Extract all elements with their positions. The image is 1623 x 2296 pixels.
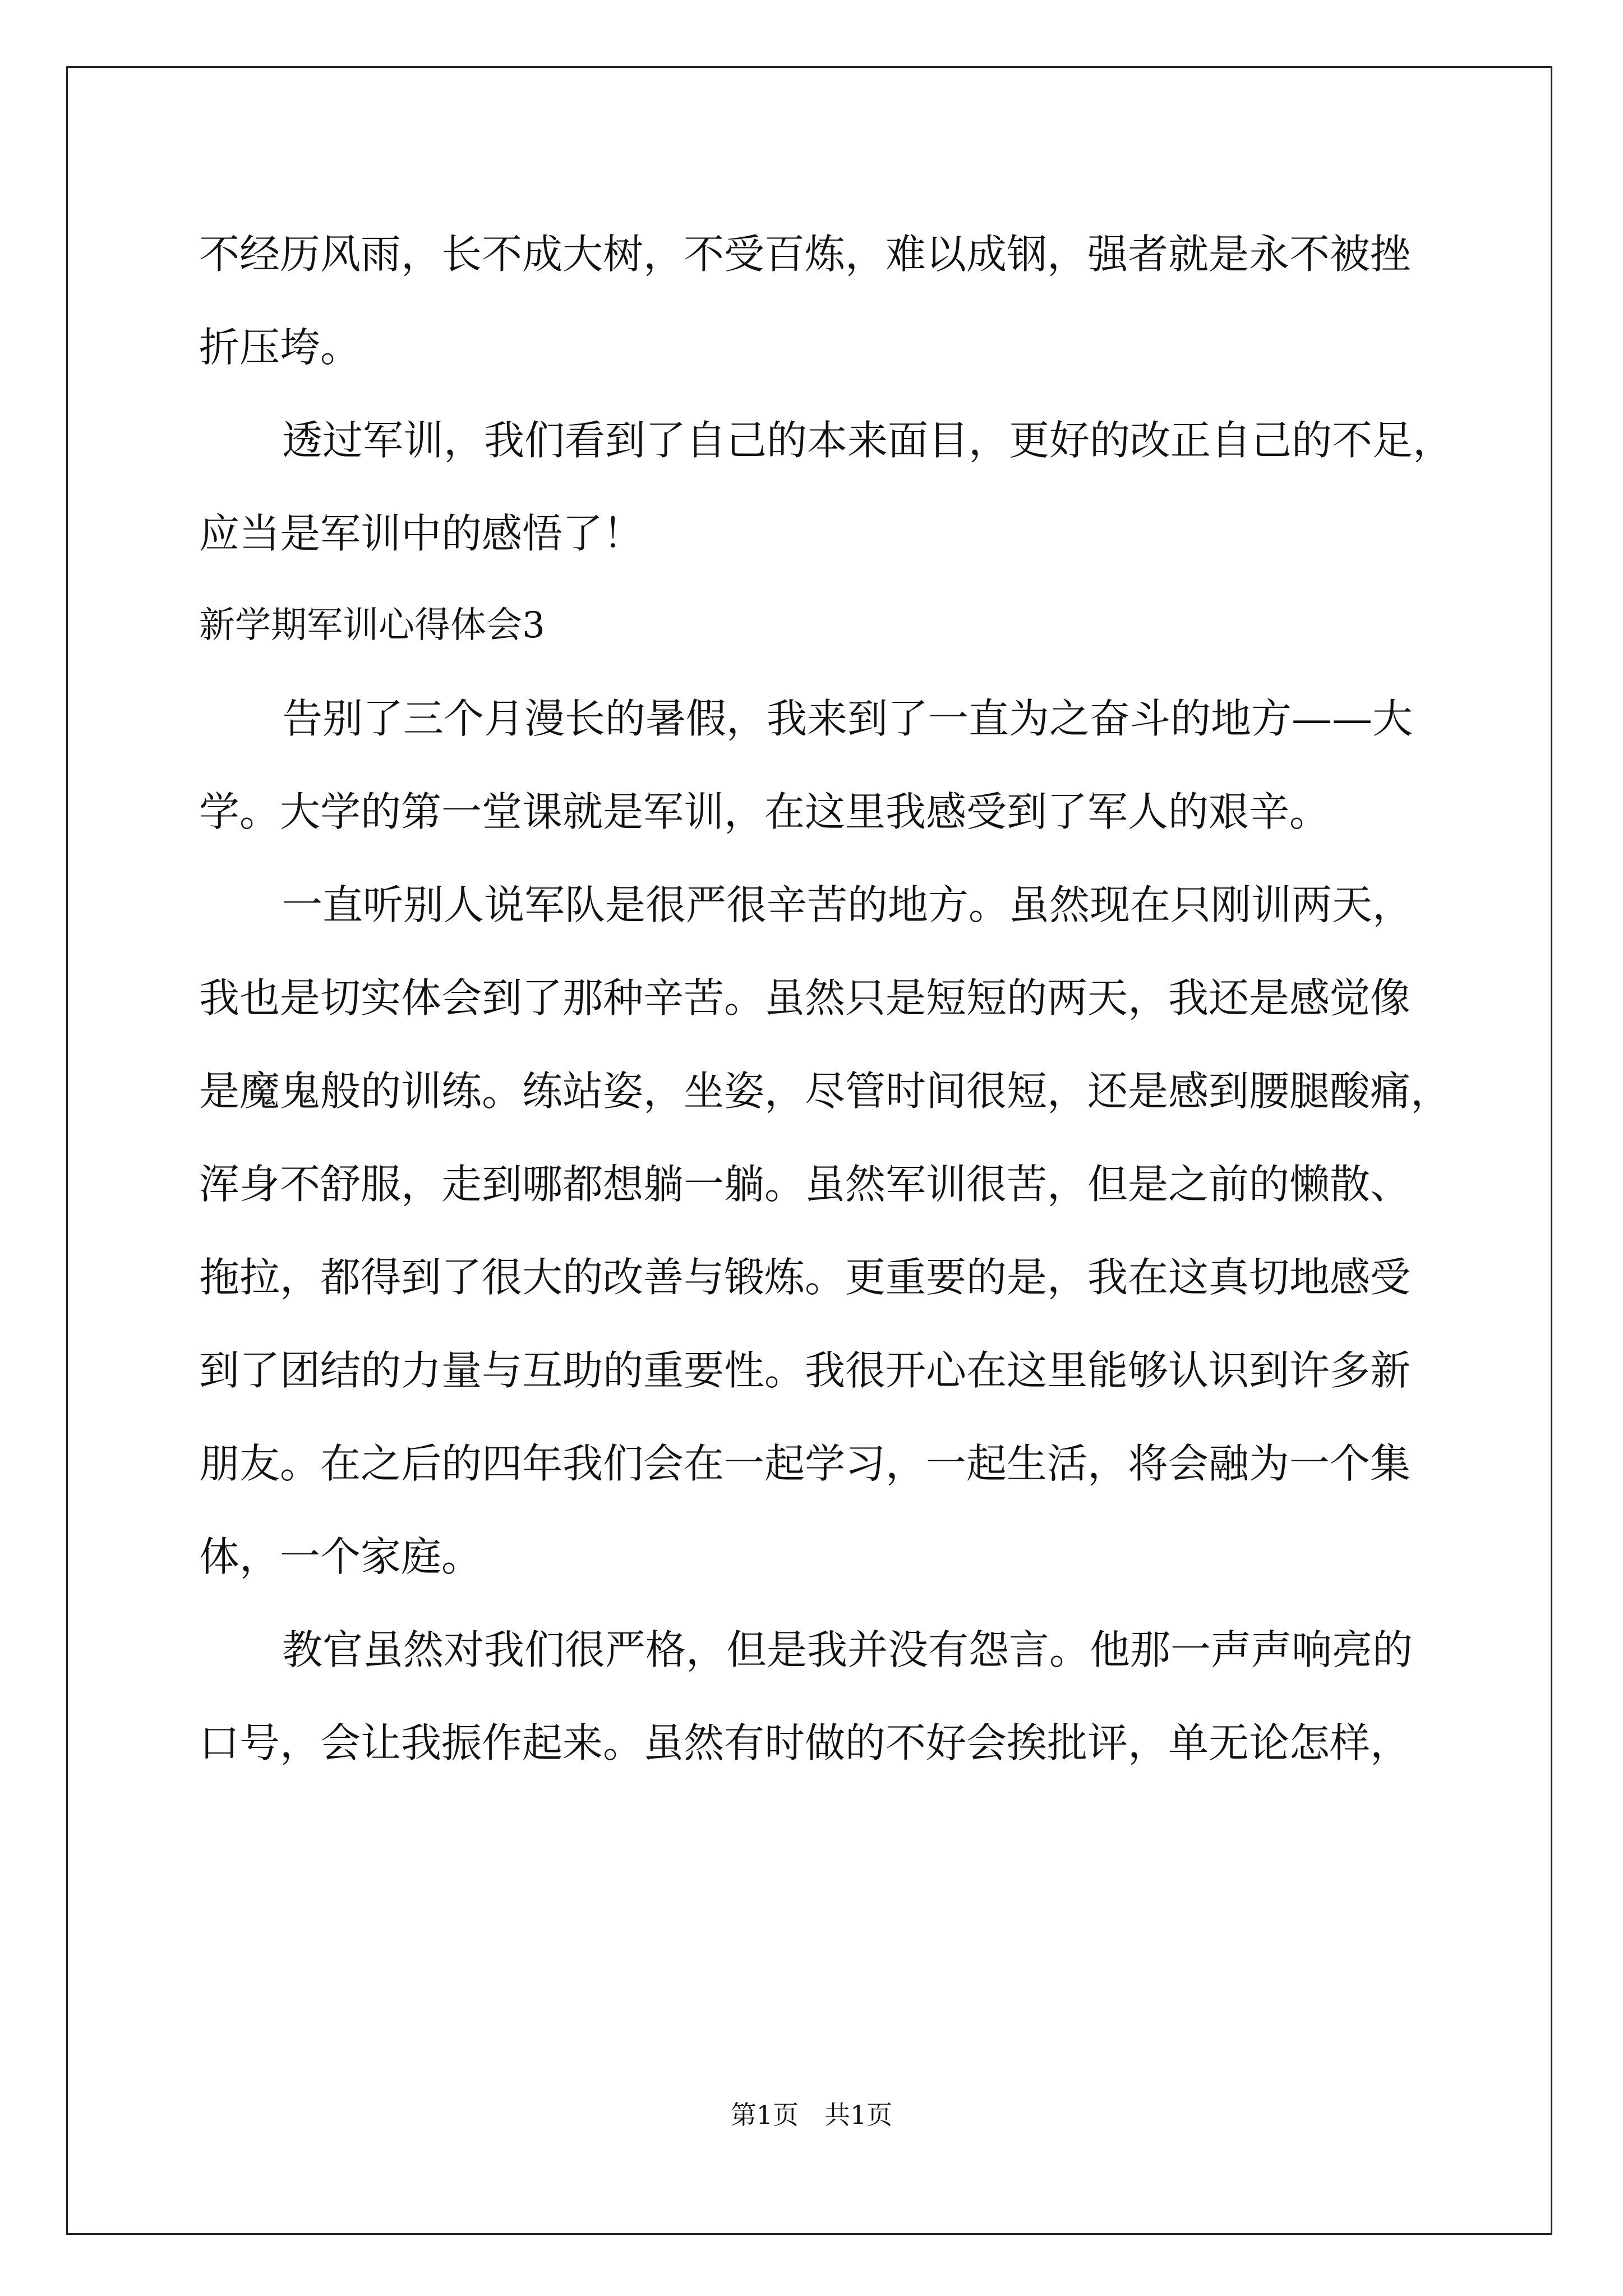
paragraph-line: 我也是切实体会到了那种辛苦。虽然只是短短的两天，我还是感觉像 <box>199 974 1411 1022</box>
paragraph-line: 透过军训，我们看到了自己的本来面目，更好的改正自己的不足， <box>282 417 1454 464</box>
paragraph-line: 到了团结的力量与互助的重要性。我很开心在这里能够认识到许多新 <box>199 1347 1411 1394</box>
paragraph-line: 体，一个家庭。 <box>199 1533 482 1580</box>
paragraph-line: 一直听别人说军队是很严很辛苦的地方。虽然现在只刚训两天， <box>282 881 1413 928</box>
page-border <box>66 66 1552 2235</box>
paragraph-line: 是魔鬼般的训练。练站姿，坐姿，尽管时间很短，还是感到腰腿酸痛， <box>199 1068 1451 1115</box>
paragraph-line: 浑身不舒服，走到哪都想躺一躺。虽然军训很苦，但是之前的懒散、 <box>199 1161 1411 1208</box>
paragraph-line: 口号，会让我振作起来。虽然有时做的不好会挨批评，单无论怎样， <box>199 1719 1411 1766</box>
paragraph-line: 折压垮。 <box>199 324 361 371</box>
page-footer: 第1页 共1页 <box>730 2100 893 2130</box>
paragraph-line: 教官虽然对我们很严格，但是我并没有怨言。他那一声声响亮的 <box>282 1626 1413 1673</box>
paragraph-line: 应当是军训中的感悟了！ <box>199 510 644 557</box>
paragraph-line: 学。大学的第一堂课就是军训，在这里我感受到了军人的艰辛。 <box>199 788 1330 835</box>
paragraph-line: 告别了三个月漫长的暑假，我来到了一直为之奋斗的地方——大 <box>282 695 1413 742</box>
section-heading: 新学期军训心得体会3 <box>199 605 545 646</box>
paragraph-line: 朋友。在之后的四年我们会在一起学习，一起生活，将会融为一个集 <box>199 1440 1411 1487</box>
paragraph-line: 拖拉，都得到了很大的改善与锻炼。更重要的是，我在这真切地感受 <box>199 1254 1411 1301</box>
paragraph-line: 不经历风雨，长不成大树，不受百炼，难以成钢，强者就是永不被挫 <box>199 231 1411 278</box>
